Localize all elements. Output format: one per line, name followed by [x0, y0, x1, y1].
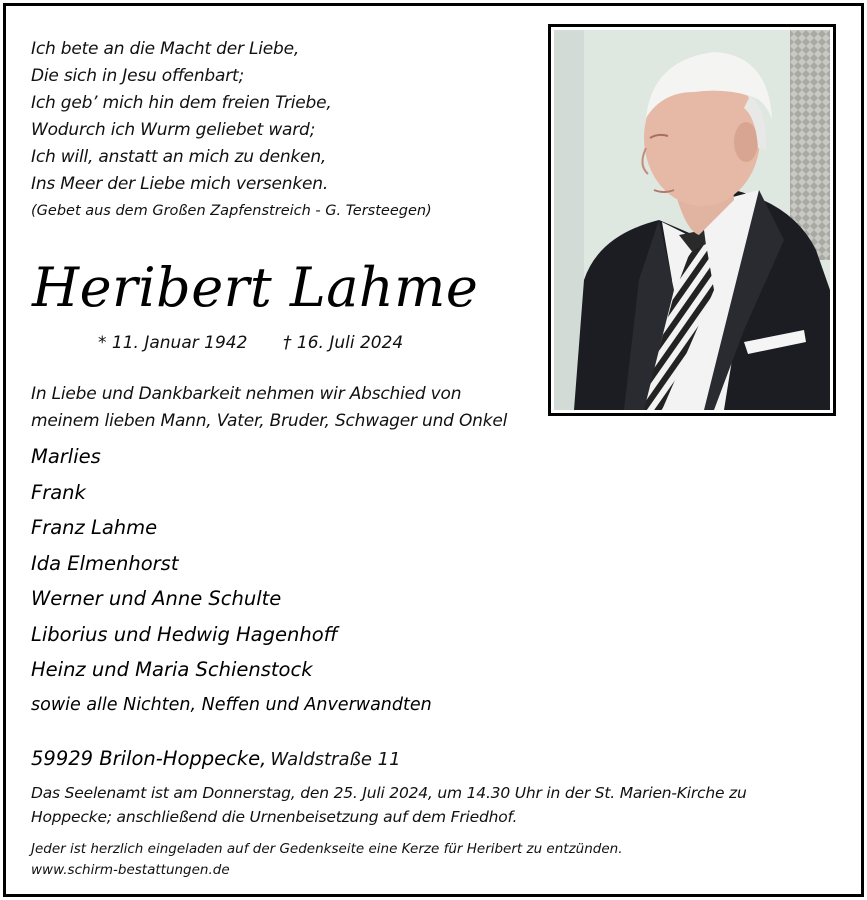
mourner-name: Werner und Anne Schulte — [31, 587, 282, 610]
poem-line: Ich bete an die Macht der Liebe, — [31, 39, 300, 59]
address — [31, 747, 401, 770]
birth-date: * 11. Januar 1942 — [98, 333, 248, 353]
poem — [31, 36, 551, 222]
portrait-photo — [548, 24, 836, 416]
poem-line: Wodurch ich Wurm geliebet ward; — [31, 120, 316, 140]
service-line: Hoppecke; anschließend die Urnenbeisetzung auf dem Friedhof. — [31, 808, 518, 826]
mourner-name: Ida Elmenhorst — [31, 551, 179, 575]
mourners-list — [31, 439, 432, 723]
mourner-name: Frank — [31, 480, 86, 504]
address-city: 59929 Brilon-Hoppecke, — [31, 747, 267, 770]
poem-line: Ich will, anstatt an mich zu denken, — [31, 147, 327, 167]
invitation-text: Jeder ist herzlich eingeladen auf der Gedenkseite eine Kerze für Heribert zu entzünden. — [31, 841, 623, 857]
mourner-name: Marlies — [31, 445, 101, 468]
farewell-intro — [31, 381, 551, 435]
deceased-name: Heribert Lahme — [32, 256, 479, 319]
poem-line: Ins Meer der Liebe mich versenken. — [31, 174, 329, 194]
poem-line: Die sich in Jesu offenbart; — [31, 66, 244, 86]
address-street: Waldstraße 11 — [270, 749, 401, 770]
farewell-intro-line: meinem lieben Mann, Vater, Bruder, Schwager und Onkel — [31, 411, 508, 431]
service-line: Das Seelenamt ist am Donnerstag, den 25. Juli 2024, um 14.30 Uhr in der St. Marien-Kirche zu — [31, 784, 747, 802]
website-link[interactable]: www.schirm-bestattungen.de — [31, 862, 230, 878]
portrait-image — [554, 30, 830, 410]
farewell-intro-line: In Liebe und Dankbarkeit nehmen wir Abschied von — [31, 384, 462, 404]
poem-source: (Gebet aus dem Großen Zapfenstreich - G. Tersteegen) — [31, 203, 432, 219]
mourner-name: Heinz und Maria Schienstock — [31, 658, 313, 681]
service-info — [31, 781, 841, 829]
mourner-name: Franz Lahme — [31, 516, 158, 539]
relatives-line: sowie alle Nichten, Neffen und Anverwandten — [31, 694, 432, 715]
invitation — [31, 839, 841, 881]
death-date: † 16. Juli 2024 — [283, 333, 404, 353]
mourner-name: Liborius und Hedwig Hagenhoff — [31, 622, 338, 646]
poem-line: Ich geb’ mich hin dem freien Triebe, — [31, 93, 332, 113]
